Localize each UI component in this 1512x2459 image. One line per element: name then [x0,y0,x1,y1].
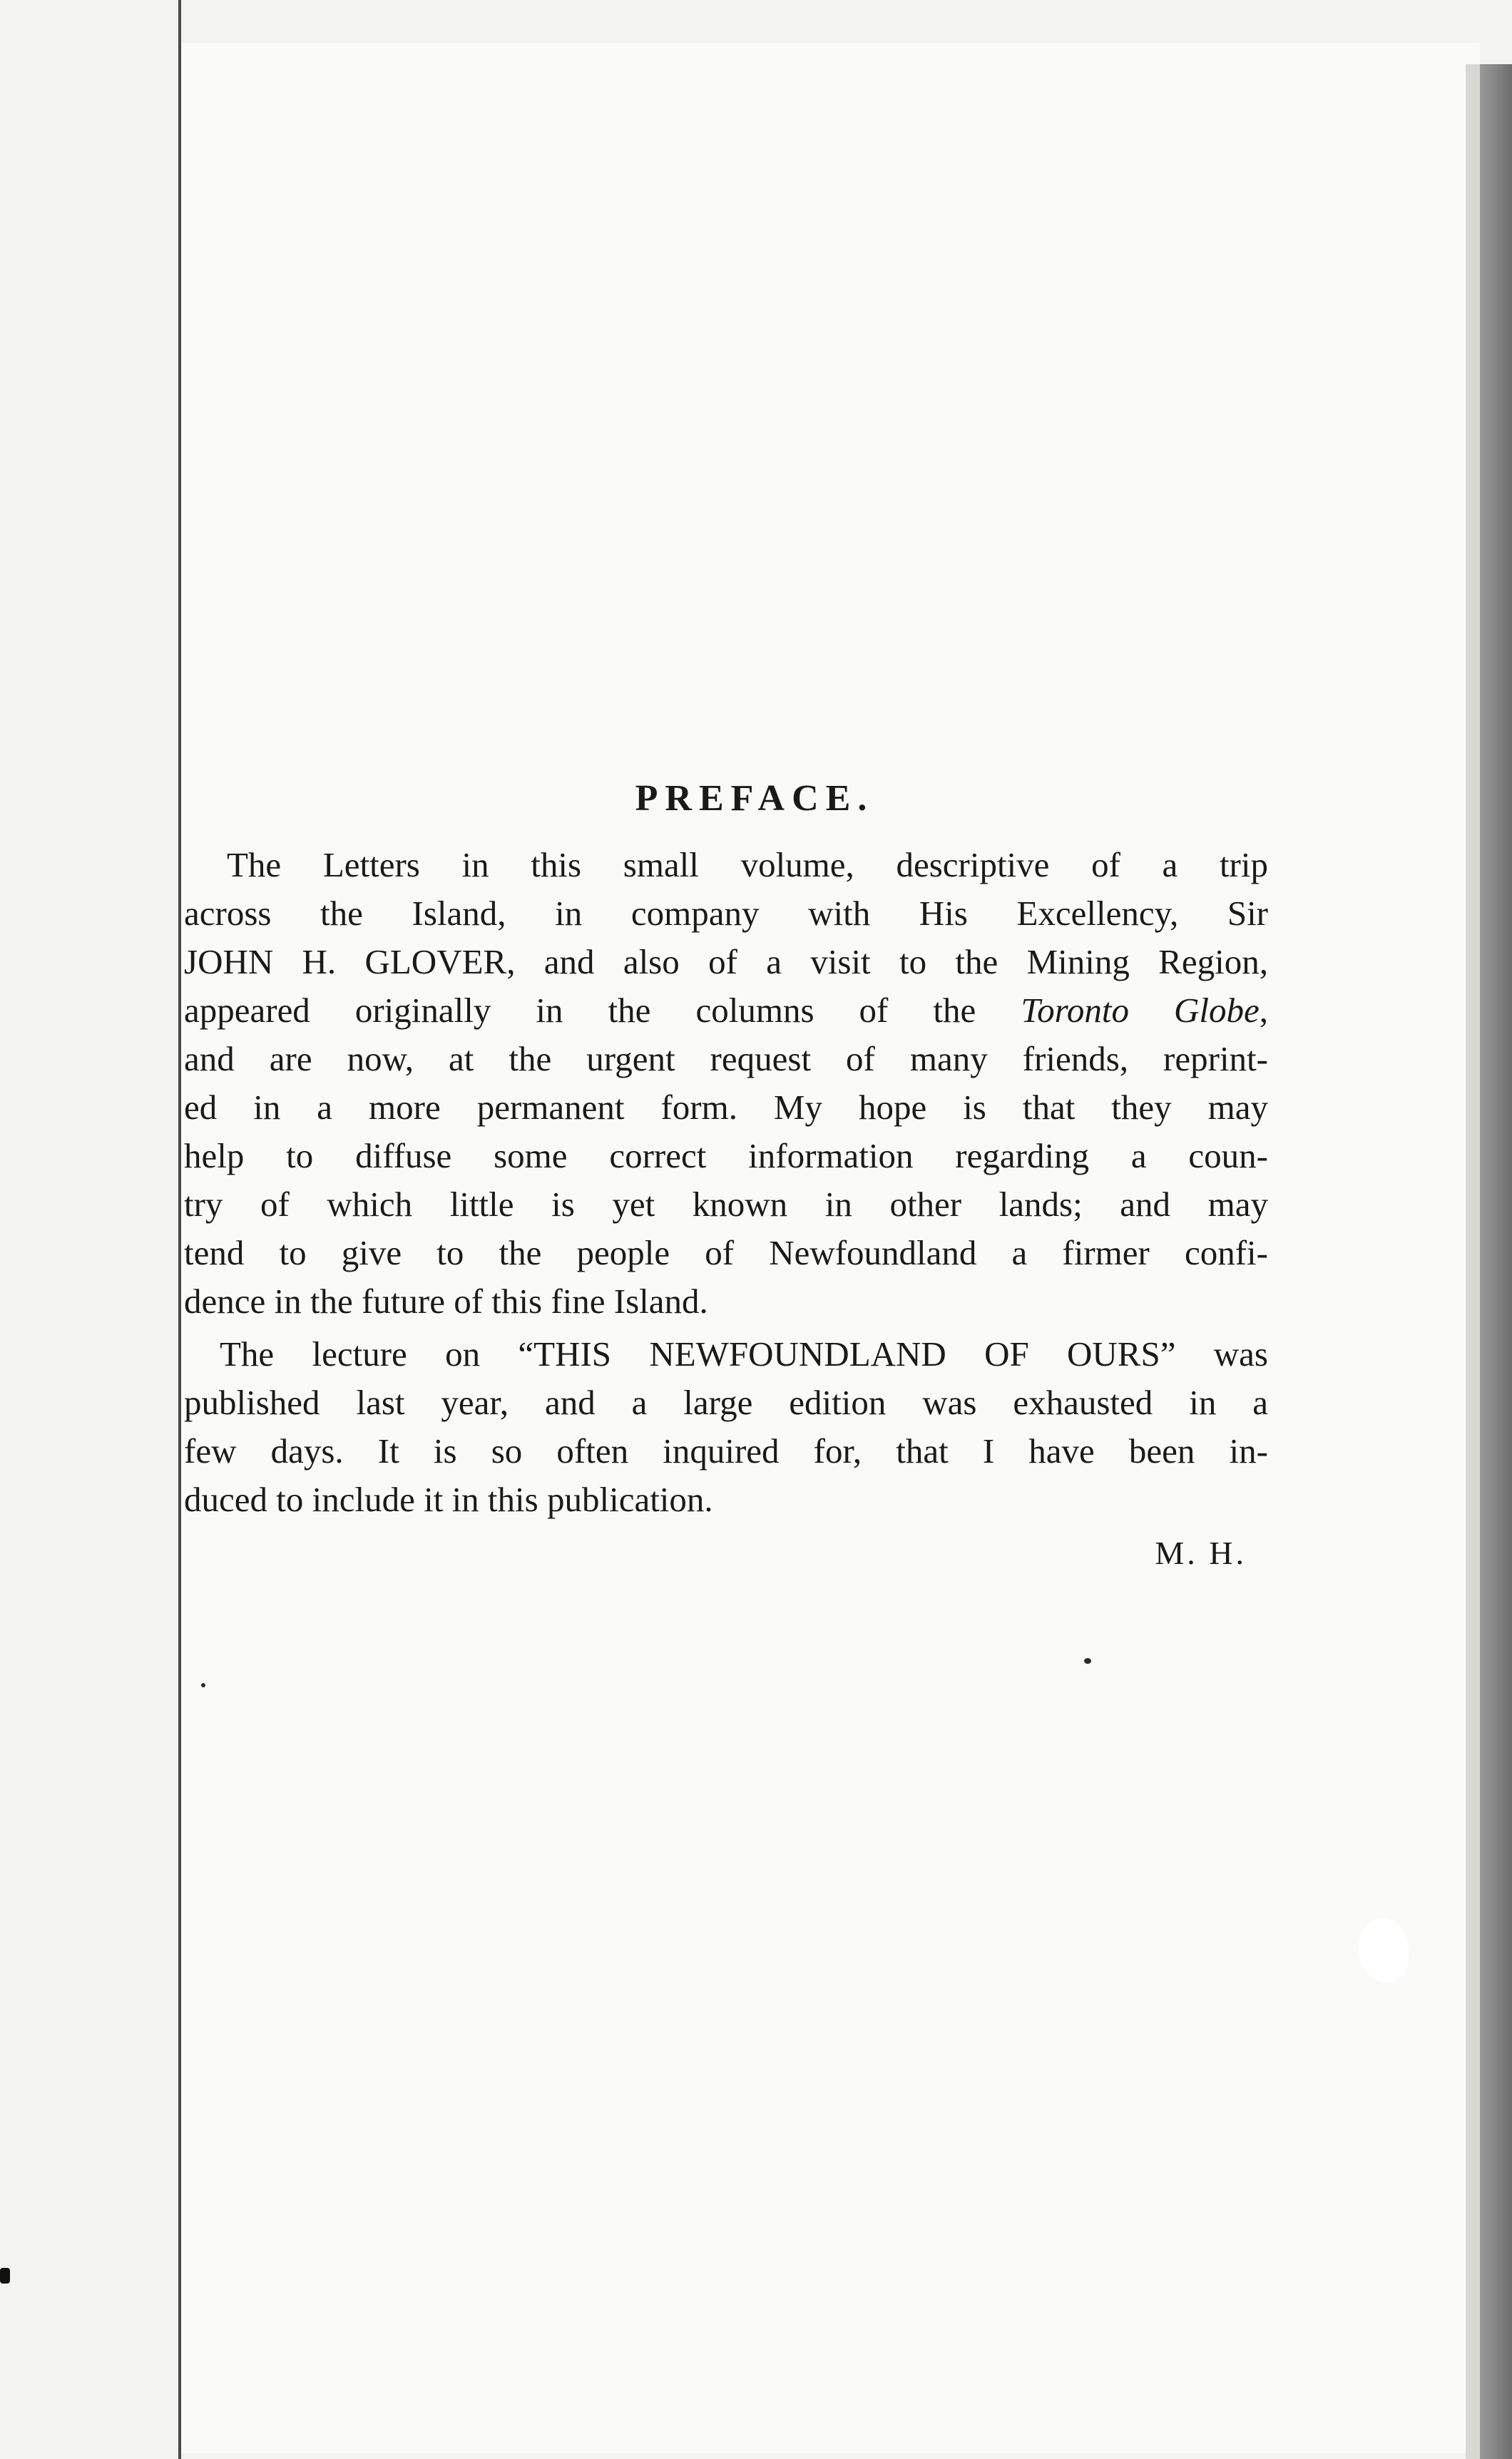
text-line: The Letters in this small volume, descriptive of a trip [227,845,1268,884]
page-right-edge [1480,64,1512,2459]
text-line: The lecture on “THIS NEWFOUNDLAND OF OURS” was [220,1334,1268,1374]
preface-text-block [184,777,1268,1572]
text-line: and are now, at the urgent request of many friends, reprint- [184,1039,1268,1078]
preface-paragraph-1 [184,841,1268,1326]
text-line: ed in a more permanent form. My hope is that they may [184,1088,1268,1127]
italic-run: Toronto Globe [1021,991,1260,1030]
page-gutter-line [178,0,181,2459]
ink-speck [201,1683,205,1687]
text-line: across the Island, in company with His Excellency, Sir [184,894,1268,933]
text-line: few days. It is so often inquired for, that I have been in- [184,1431,1268,1471]
text-line: help to diffuse some correct information regarding a coun- [184,1136,1268,1175]
preface-title: PREFACE. [635,778,874,819]
preface-paragraph-2 [184,1330,1268,1524]
text-line: try of which little is yet known in other lands; and may [184,1185,1268,1224]
text-line: tend to give to the people of Newfoundland a firmer confi- [184,1233,1268,1272]
text-line: published last year, and a large edition was exhausted in a [184,1383,1268,1422]
margin-ink-mark [0,2268,10,2284]
author-initials: M. H. [1155,1535,1247,1571]
page-edge-shadow [1466,64,1481,2459]
text-line: JOHN H. GLOVER, and also of a visit to the Mining Region, [184,942,1268,981]
text-line: dence in the future of this fine Island. [184,1282,708,1321]
text-line: appeared originally in the columns of the Toronto Globe, [184,991,1268,1030]
ink-speck [1084,1658,1091,1664]
text-line: duced to include it in this publication. [184,1480,713,1519]
